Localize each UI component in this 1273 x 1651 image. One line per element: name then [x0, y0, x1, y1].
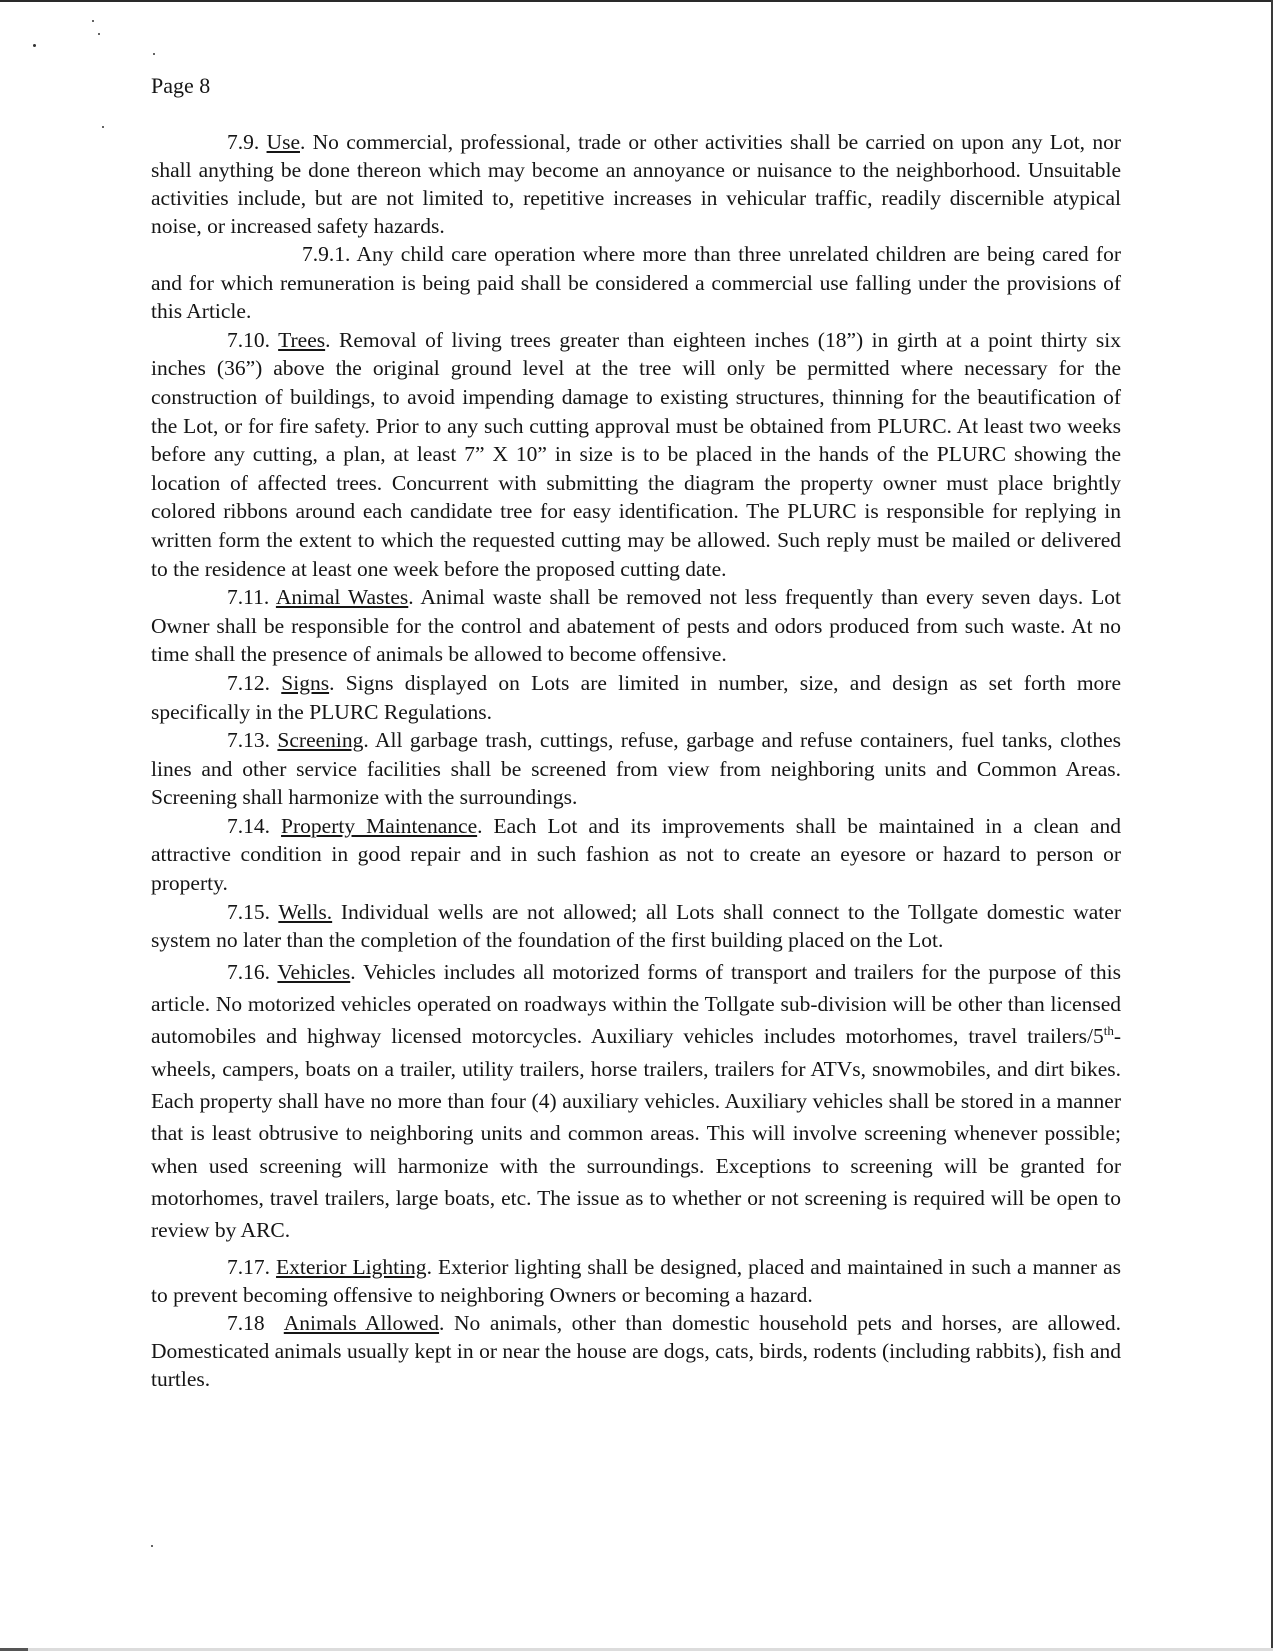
- section-7-16: [151, 956, 1121, 1247]
- section-text: Any child care operation where more than three unrelated children are being cared for and for which remuneration is being paid shall be considered a commercial use falling under the provisions of this Article.: [151, 242, 1121, 324]
- section-7-14: [151, 812, 1121, 898]
- section-number: 7.9.: [227, 130, 260, 154]
- section-number: 7.18: [227, 1310, 265, 1335]
- section-7-15: [151, 898, 1121, 955]
- section-7-17: [151, 1253, 1121, 1309]
- section-text: -wheels, campers, boats on a trailer, utility trailers, horse trailers, trailers for ATVs, snowmobiles, and dirt bikes. Each property shall have no more than four (4) auxiliary vehicles. Auxiliary vehicles shall be stored in a manner that is least obtrusive to neighboring units and common areas. This will involve screening whenever possible; when used screening will harmonize with the surroundings. Exceptions to screening will be granted for motorhomes, travel trailers, large boats, etc. The issue as to whether or not screening is required will be open to review by ARC.: [151, 1024, 1121, 1243]
- section-title: Property Maintenance: [281, 813, 478, 838]
- document-body: [151, 128, 1121, 1393]
- section-number: 7.14.: [227, 813, 270, 838]
- section-7-12: [151, 669, 1121, 726]
- section-text: . Exterior lighting shall be designed, placed and maintained in such a manner as to prevent becoming offensive to neighboring Owners or becoming a hazard.: [151, 1254, 1122, 1307]
- scan-speck: [98, 33, 100, 35]
- scan-speck: [153, 53, 155, 55]
- section-title: Use: [266, 130, 300, 154]
- section-title: Trees: [278, 327, 326, 352]
- section-title: Screening: [277, 728, 364, 753]
- section-number: 7.11.: [227, 585, 270, 610]
- section-7-10: [151, 326, 1121, 583]
- section-number: 7.12.: [227, 670, 270, 695]
- section-text: . No commercial, professional, trade or other activities shall be carried on upon any Lot, nor shall anything be done thereon which may become an annoyance or nuisance to the neighborhood. Unsuitable activities include, but are not limited to, repetitive increases in vehicular traffic, readily discernible atypical noise, or increased safety hazards.: [151, 130, 1121, 238]
- section-text: . Each Lot and its improvements shall be maintained in a clean and attractive condition in good repair and in such fashion as not to create an eyesore or hazard to person or property.: [151, 813, 1121, 896]
- section-text: . No animals, other than domestic household pets and horses, are allowed. Domesticated animals usually kept in or near the house are dogs, cats, birds, rodents (including rabbits), fish and turtles.: [151, 1310, 1122, 1391]
- scan-speck: [102, 126, 104, 128]
- ordinal-superscript: th: [1103, 1023, 1114, 1039]
- section-number: 7.10.: [227, 327, 270, 352]
- section-text: . All garbage trash, cuttings, refuse, garbage and refuse containers, fuel tanks, clothes lines and other service facilities shall be screened from view from neighboring units and Common Areas. Screening shall harmonize with the surroundings.: [151, 728, 1121, 810]
- page-number: Page 8: [151, 73, 211, 98]
- section-7-9-1: [151, 240, 1121, 326]
- section-title: Vehicles: [277, 959, 351, 984]
- section-number: 7.17.: [227, 1254, 270, 1279]
- section-title: Animal Wastes: [275, 585, 409, 610]
- scan-speck: [92, 20, 94, 22]
- section-text: . Signs displayed on Lots are limited in number, size, and design as set forth more specifically in the PLURC Regulations.: [151, 670, 1122, 724]
- section-text: . Animal waste shall be removed not less frequently than every seven days. Lot Owner shall be responsible for the control and abatement of pests and odors produced from such waste. At no time shall the presence of animals be allowed to become offensive.: [151, 585, 1121, 667]
- section-7-11: [151, 583, 1121, 669]
- scan-edge-top: [0, 0, 1273, 2]
- scan-speck: [151, 1545, 153, 1547]
- section-number: 7.13.: [227, 728, 270, 753]
- section-7-9: [151, 128, 1121, 240]
- section-text: Individual wells are not allowed; all Lots shall connect to the Tollgate domestic water system no later than the completion of the foundation of the first building placed on the Lot.: [151, 899, 1121, 953]
- section-text: . Vehicles includes all motorized forms of transport and trailers for the purpose of this article. No motorized vehicles operated on roadways within the Tollgate sub-division will be other than licensed automobiles and highway licensed motorcycles. Auxiliary vehicles includes motorhomes, travel trailers/5: [151, 959, 1121, 1049]
- section-title: Wells.: [278, 899, 333, 924]
- section-text: . Removal of living trees greater than eighteen inches (18”) in girth at a point thirty six inches (36”) above the original ground level at the tree will only be permitted where necessary for the construction of buildings, to avoid impending damage to existing structures, thinning for the beautification of the Lot, or for fire safety. Prior to any such cutting approval must be obtained from PLURC. At least two weeks before any cutting, a plan, at least 7” X 10” in size is to be placed in the hands of the PLURC showing the location of affected trees. Concurrent with submitting the diagram the property owner must place brightly colored ribbons around each candidate tree for easy identification. The PLURC is responsible for replying in written form the extent to which the requested cutting may be allowed. Such reply must be mailed or delivered to the residence at least one week before the proposed cutting date.: [151, 327, 1121, 581]
- section-7-13: [151, 726, 1121, 812]
- section-7-18: [151, 1309, 1121, 1393]
- section-title: Animals Allowed: [283, 1310, 440, 1335]
- section-number: 7.15.: [227, 899, 270, 924]
- section-number: 7.9.1.: [302, 242, 351, 266]
- section-title: Signs: [281, 670, 330, 695]
- section-number: 7.16.: [227, 959, 270, 984]
- section-title: Exterior Lighting: [276, 1254, 427, 1279]
- scan-speck: [33, 44, 36, 47]
